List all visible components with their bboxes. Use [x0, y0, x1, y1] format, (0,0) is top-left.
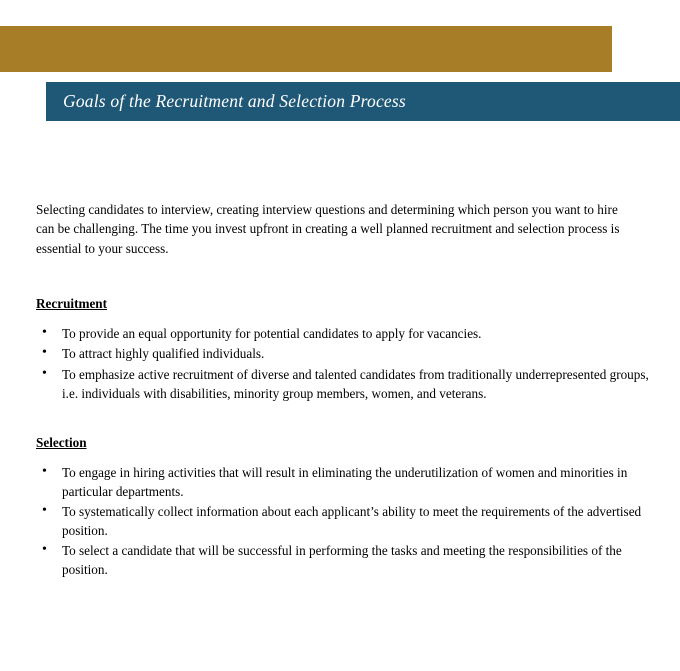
- list-item: • To emphasize active recruitment of diverse and talented candidates from traditionally underrepresented groups, i.e. individuals with disabilities, minority group members, women, and veterans.: [36, 365, 654, 403]
- list-item: • To engage in hiring activities that will result in eliminating the underutilization of women and minorities in particular departments.: [36, 463, 654, 501]
- document-title-banner: [46, 82, 680, 121]
- page-title: Goals of the Recruitment and Selection Process: [63, 91, 406, 111]
- document-body: [36, 200, 649, 581]
- list-item: • To select a candidate that will be successful in performing the tasks and meeting the responsibilities of the position.: [36, 541, 654, 579]
- list-item: • To provide an equal opportunity for potential candidates to apply for vacancies.: [36, 324, 636, 343]
- bullet-list-selection: [36, 463, 642, 580]
- section-heading-selection: Selection: [36, 434, 87, 450]
- decorative-gold-bar: [0, 26, 612, 72]
- section-heading-recruitment: Recruitment: [36, 296, 108, 312]
- list-item: • To systematically collect information about each applicant’s ability to meet the requirements of the advertised position.: [36, 502, 654, 540]
- intro-paragraph: Selecting candidates to interview, creating interview questions and determining which person you want to hire can be challenging. The time you invest upfront in creating a well planned recruitment and selection process is essential to your success.: [36, 202, 620, 256]
- list-item: • To attract highly qualified individuals.: [36, 344, 636, 363]
- section-selection: [36, 434, 642, 580]
- section-recruitment: [36, 296, 649, 403]
- bullet-list-recruitment: [36, 324, 649, 403]
